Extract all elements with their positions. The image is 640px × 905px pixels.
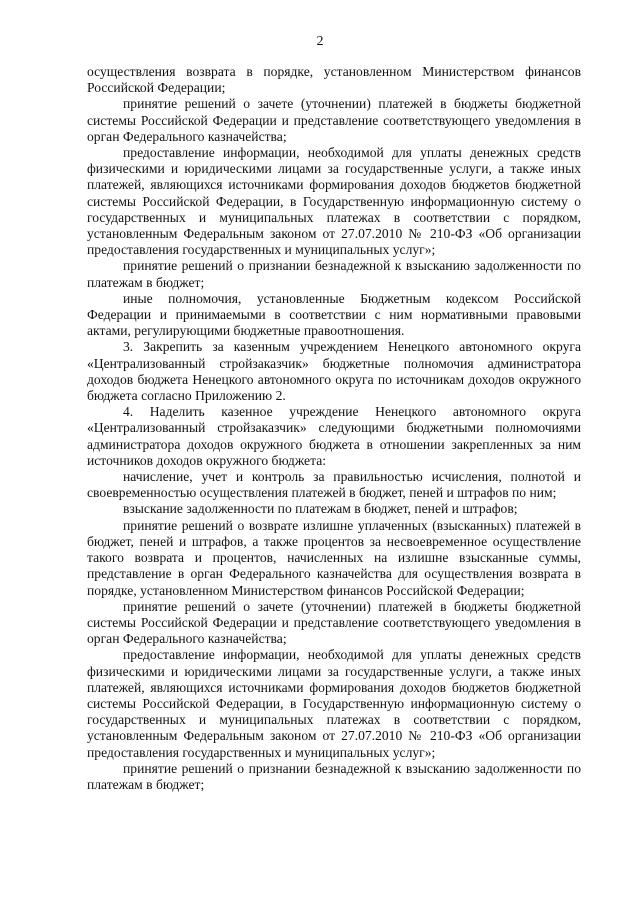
document-body: [87, 64, 581, 793]
paragraph: принятие решений о зачете (уточнении) платежей в бюджеты бюджетной системы Российской Федерации и представление соответствующего уведомления в орган Федерального казначейства;: [87, 598, 581, 647]
paragraph: взыскание задолженности по платежам в бюджет, пеней и штрафов;: [123, 501, 518, 517]
paragraph: предоставление информации, необходимой для уплаты денежных средств физическими и юридическими лицами за государственные услуги, а также иных платежей, являющихся источниками формирования доходов бюджетов бюджетной системы Российской Федерации, в Государственную информационную систему о государственных и муниципальных платежах в соответствии с порядком, установленным Федеральным законом от 27.07.2010 № 210-ФЗ «Об организации предоставления государственных и муниципальных услуг»;: [87, 145, 581, 258]
paragraph: принятие решений о признании безнадежной к взысканию задолженности по платежам в бюджет;: [87, 760, 581, 792]
page-number: 2: [316, 34, 324, 49]
paragraph: принятие решений о признании безнадежной к взысканию задолженности по платежам в бюджет;: [87, 258, 581, 290]
paragraph: осуществления возврата в порядке, установленном Министерством финансов Российской Федерации;: [87, 64, 581, 96]
paragraph: 3. Закрепить за казенным учреждением Ненецкого автономного округа «Централизованный стройзаказчик» бюджетные полномочия администратора доходов бюджета Ненецкого автономного округа по источникам доходов окружного бюджета согласно Приложению 2.: [87, 339, 581, 404]
paragraph: предоставление информации, необходимой для уплаты денежных средств физическими и юридическими лицами за государственные услуги, а также иных платежей, являющихся источниками формирования доходов бюджетов бюджетной системы Российской Федерации, в Государственную информационную систему о государственных и муниципальных платежах в соответствии с порядком, установленным Федеральным законом от 27.07.2010 № 210-ФЗ «Об организации предоставления государственных и муниципальных услуг»;: [87, 647, 581, 760]
paragraph: принятие решений о зачете (уточнении) платежей в бюджеты бюджетной системы Российской Федерации и представление соответствующего уведомления в орган Федерального казначейства;: [87, 96, 581, 144]
paragraph: начисление, учет и контроль за правильностью исчисления, полнотой и своевременностью осуществления платежей в бюджет, пеней и штрафов по ним;: [87, 469, 581, 501]
paragraph: иные полномочия, установленные Бюджетным кодексом Российской Федерации и принимаемыми в соответствии с ним нормативными правовыми актами, регулирующими бюджетные правоотношения.: [87, 290, 581, 339]
paragraph: принятие решений о возврате излишне уплаченных (взысканных) платежей в бюджет, пеней и штрафов, а также процентов за несвоевременное осуществление такого возврата и процентов, начисленных на излишне взысканные суммы, представление в орган Федерального казначейства для осуществления возврата в порядке, установленном Министерством финансов Российской Федерации;: [87, 517, 581, 598]
paragraph: 4. Наделить казенное учреждение Ненецкого автономного округа «Централизованный стройзаказчик» следующими бюджетными полномочиями администратора доходов окружного бюджета в отношении закрепленных за ним источников доходов окружного бюджета:: [87, 404, 581, 468]
